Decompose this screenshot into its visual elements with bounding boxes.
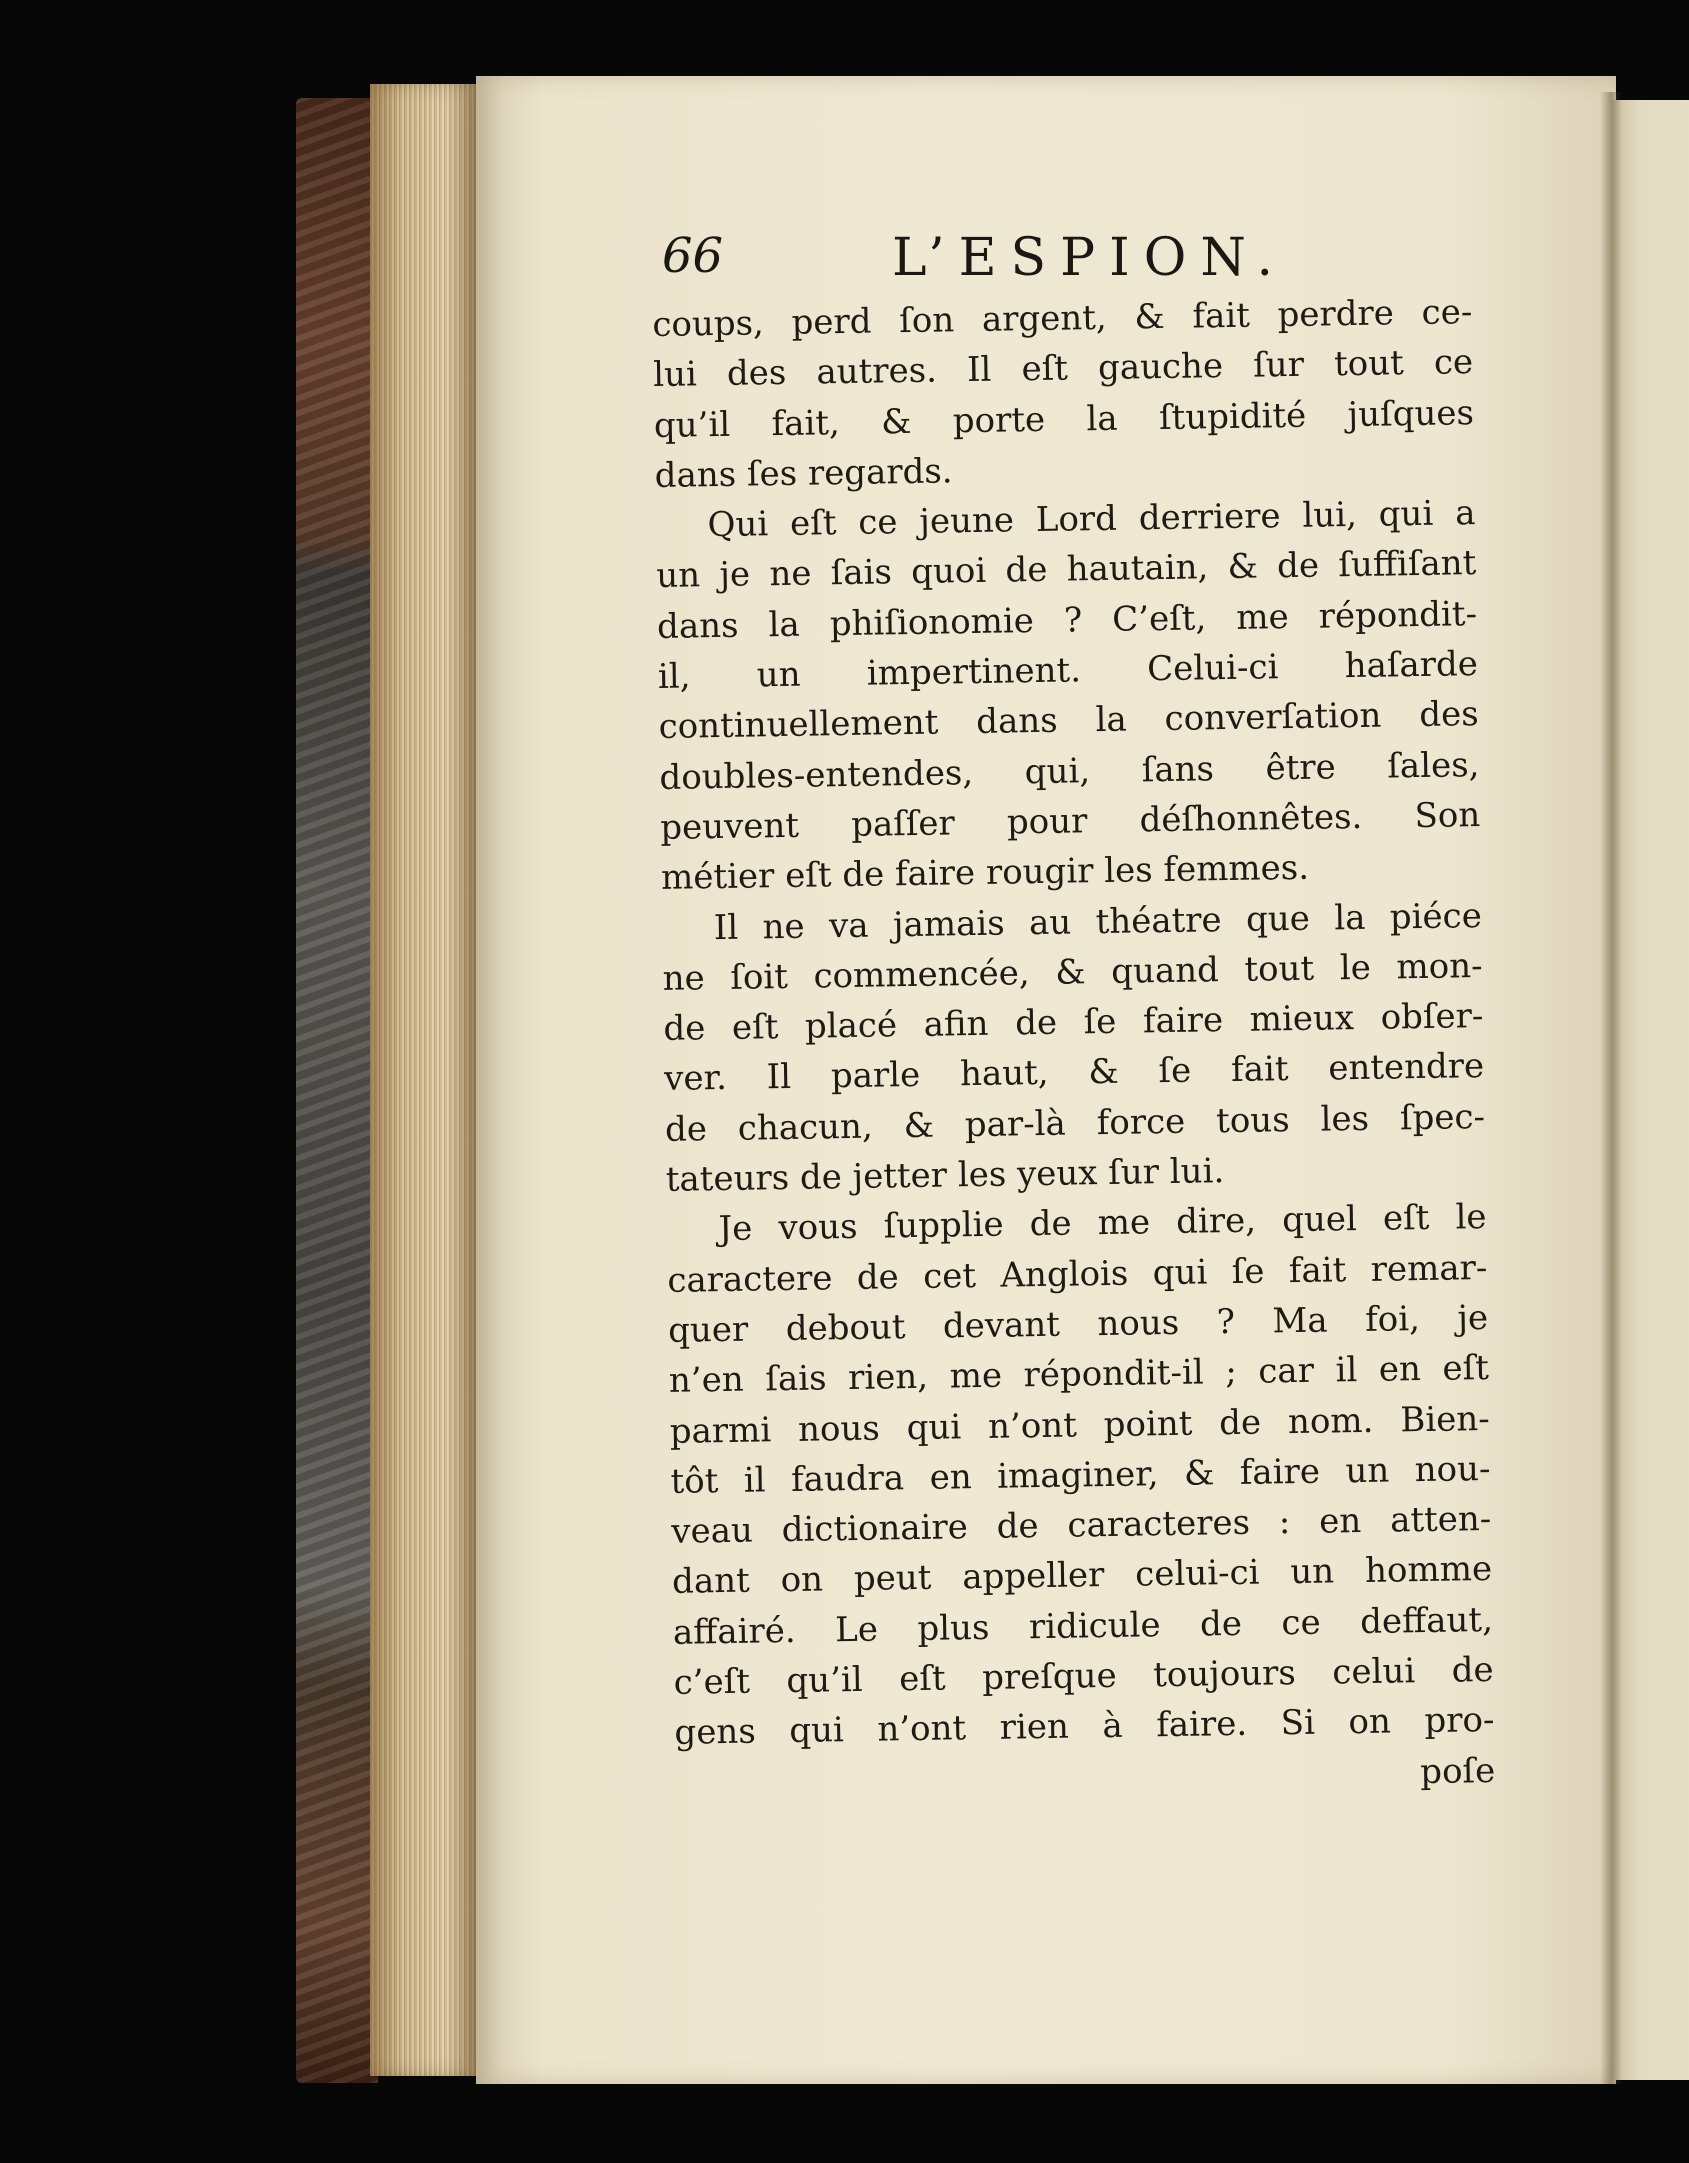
text-line: de chacun, & par-là force tous les ſpec- [664,1096,1486,1150]
text-line: affairé. Le plus ridicule de ce deffaut, [672,1599,1494,1653]
text-line: Il ne va jamais au théatre que la piéce [713,895,1483,948]
page-edges [370,84,478,2076]
text-line: dans la phiſionomie ? C’eſt, me répondit- [656,593,1478,647]
text-line: quer debout devant nous ? Ma foi, je [667,1297,1489,1351]
text-line: veau dictionaire de caracteres : en atten- [671,1499,1492,1552]
text-line: métier eſt de faire rougir les femmes. [660,848,1310,899]
text-line: dant on peut appeller celui-ci un homme [671,1549,1493,1603]
text-line: il, un impertinent. Celui-ci haſarde [657,644,1479,698]
page-header [662,228,1302,298]
facing-page [1612,100,1689,2080]
text-line: Je vous ſupplie de me dire, quel eſt le [718,1197,1487,1250]
text-line: lui des autres. Il eſt gauche ſur tout ce [652,342,1474,396]
text-line: tateurs de jetter les yeux ſur lui. [665,1151,1225,1200]
text-line: de eſt placé afin de ſe faire mieux obſer- [663,996,1484,1050]
body-text [652,287,1496,1809]
text-line: c’eſt qu’il eſt preſque toujours celui de [673,1649,1494,1703]
text-line: doubles-entendes, qui, ſans être ſales, [659,744,1480,798]
text-line: un je ne ſais quoi de hautain, & de ſuffiſant [656,543,1477,597]
text-line: ne ſoit commencée, & quand tout le mon- [662,945,1483,999]
marbled-cover [296,98,378,2083]
page-gutter [1600,92,1622,2084]
text-line: dans ſes regards. [654,451,953,496]
page-number: 66 [662,228,724,284]
text-line: Qui eſt ce jeune Lord derriere lui, qui a [707,493,1476,546]
text-line: qu’il fait, & porte la ſtupidité juſques [653,392,1475,446]
text-line: peuvent paſſer pour déſhonnêtes. Son [659,795,1481,848]
text-line: ver. Il parle haut, & ſe fait entendre [663,1046,1485,1100]
text-line: caractere de cet Anglois qui ſe fait remar- [667,1247,1488,1301]
text-line: continuellement dans la converſation des [658,694,1479,748]
text-line: tôt il faudra en imaginer, & faire un nou- [670,1448,1491,1502]
running-head: L’ESPION. [892,228,1288,288]
text-line: gens qui n’ont rien à faire. Si on pro- [674,1700,1495,1754]
text-line: coups, perd ſon argent, & fait perdre ce- [652,292,1473,345]
text-line: parmi nous qui n’ont point de nom. Bien- [669,1398,1490,1452]
text-line: n’en ſais rien, me répondit-il ; car il en eſt [668,1348,1490,1402]
catchword: poſe [1419,1750,1496,1792]
